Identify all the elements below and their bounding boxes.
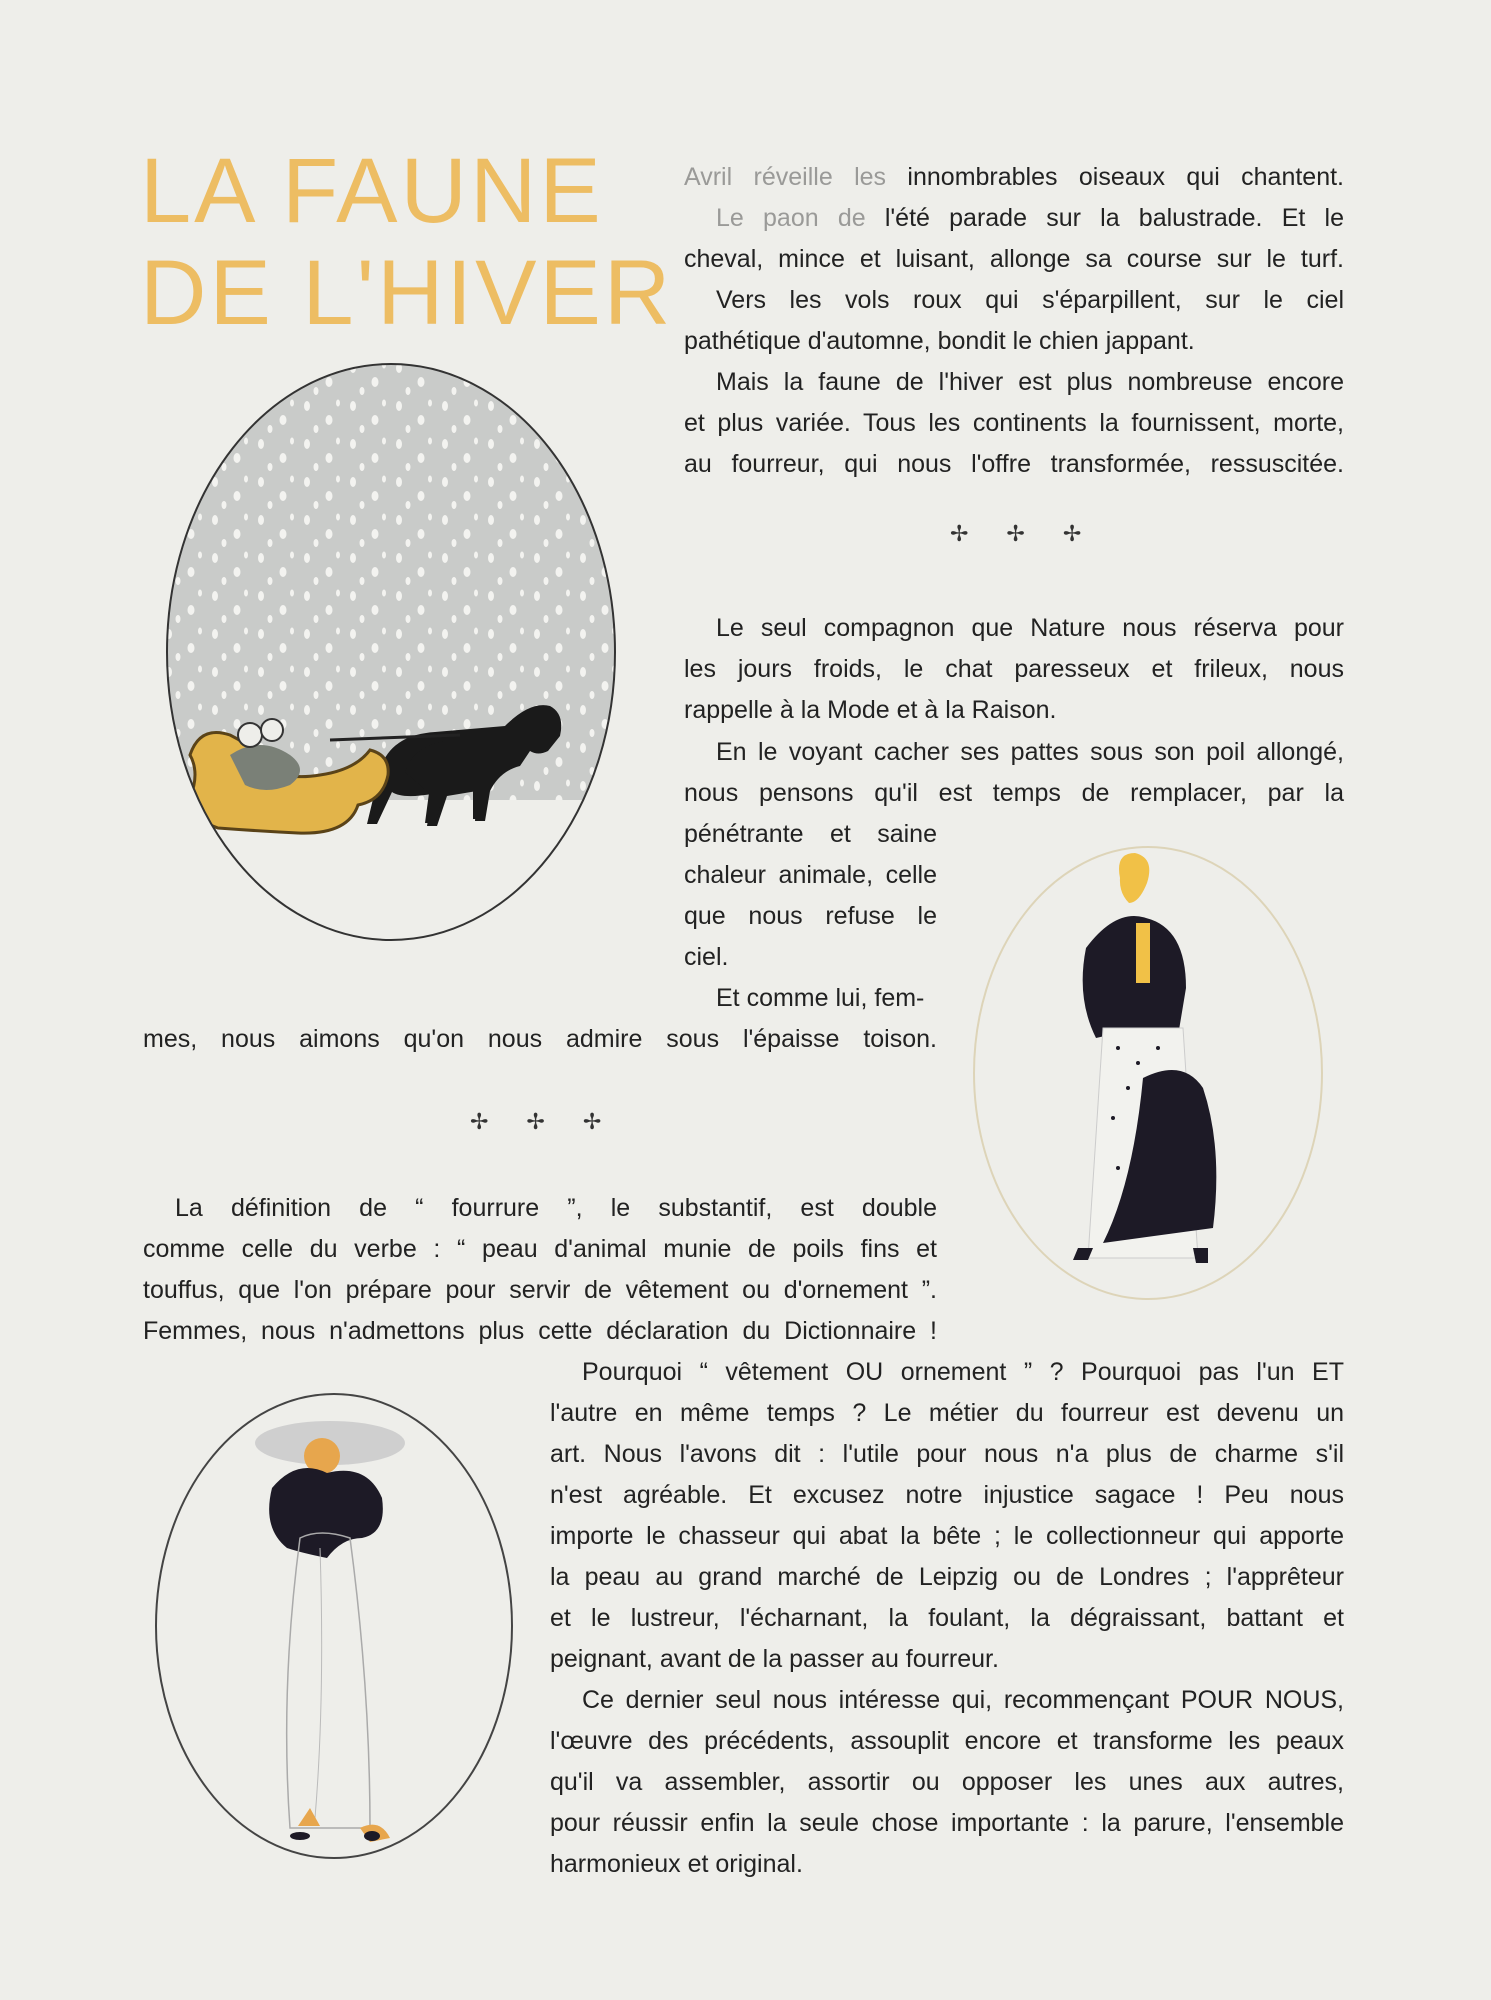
para7-line-2: l'autre en même temps ? Le métier du fourreur est devenu un: [550, 1399, 1344, 1427]
section-ornament-1: ✢✢✢: [950, 522, 1120, 547]
para4-line-3: pénétrante et saine: [684, 820, 937, 848]
para8-line-5: harmonieux et original.: [550, 1850, 803, 1878]
para4-line-4: chaleur animale, celle: [684, 861, 937, 889]
white-gown-woman-illustration: [150, 1388, 518, 1864]
para3-line-1: Le seul compagnon que Nature nous réserva pour: [716, 614, 1344, 642]
para7-line-4: n'est agréable. Et excusez notre injustice sagace ! Peu nous: [550, 1481, 1344, 1509]
para7-line-5: importe le chasseur qui abat la bête ; le collectionneur qui apporte: [550, 1522, 1344, 1550]
intro-faded-start: Avril réveille les: [684, 163, 908, 191]
para2-line-2: et plus variée. Tous les continents la fournissent, morte,: [684, 409, 1344, 437]
fur-coat-woman-illustration: [968, 838, 1328, 1308]
para8-line-2: l'œuvre des précédents, assouplit encore et transforme les peaux: [550, 1727, 1344, 1755]
para6-line-1: La définition de “ fourrure ”, le substantif, est double: [175, 1194, 937, 1222]
intro-line-4: Vers les vols roux qui s'éparpillent, sur le ciel: [716, 286, 1344, 314]
para4-line-5: que nous refuse le: [684, 902, 937, 930]
intro-line-1-rest: innombrables oiseaux qui chantent.: [907, 163, 1344, 191]
intro-line-3: cheval, mince et luisant, allonge sa course sur le turf.: [684, 245, 1344, 273]
intro-line-5: pathétique d'automne, bondit le chien jappant.: [684, 327, 1195, 355]
para7-line-8: peignant, avant de la passer au fourreur.: [550, 1645, 999, 1673]
intro-line-2: [684, 198, 1344, 240]
para7-line-6: la peau au grand marché de Leipzig ou de Londres ; l'apprêteur: [550, 1563, 1344, 1591]
intro-line-1: [684, 157, 1344, 199]
para4-line-6: ciel.: [684, 943, 729, 971]
para7-line-3: art. Nous l'avons dit : l'utile pour nous n'a plus de charme s'il: [550, 1440, 1344, 1468]
para3-line-2: les jours froids, le chat paresseux et frileux, nous: [684, 655, 1344, 683]
para7-line-7: et le lustreur, l'écharnant, la foulant, la dégraissant, battant et: [550, 1604, 1344, 1632]
para8-line-4: pour réussir enfin la seule chose importante : la parure, l'ensemble: [550, 1809, 1344, 1837]
para2-line-1: Mais la faune de l'hiver est plus nombreuse encore: [716, 368, 1344, 396]
para2-line-3: au fourreur, qui nous l'offre transformée, ressuscitée.: [684, 450, 1344, 478]
para5-line-2: mes, nous aimons qu'on nous admire sous l'épaisse toison.: [143, 1025, 937, 1053]
para6-line-4: Femmes, nous n'admettons plus cette déclaration du Dictionnaire !: [143, 1317, 937, 1345]
para6-line-3: touffus, que l'on prépare pour servir de vêtement ou d'ornement ”.: [143, 1276, 937, 1304]
para3-line-3: rappelle à la Mode et à la Raison.: [684, 696, 1057, 724]
intro-faded-start-2: Le paon de: [716, 204, 885, 232]
hat-plume-shape: [1119, 853, 1149, 903]
title-line-1: LA FAUNE: [140, 140, 604, 242]
para4-line-1: En le voyant cacher ses pattes sous son poil allongé,: [716, 738, 1344, 766]
para5-line-1: Et comme lui, fem-: [716, 984, 925, 1012]
section-ornament-2: ✢✢✢: [470, 1110, 640, 1135]
para8-line-3: qu'il va assembler, assortir ou opposer les unes aux autres,: [550, 1768, 1344, 1796]
para8-line-1: Ce dernier seul nous intéresse qui, recommençant POUR NOUS,: [582, 1686, 1344, 1714]
intro-line-2-rest: l'été parade sur la balustrade. Et le: [884, 204, 1344, 232]
article-title: [140, 140, 673, 344]
sleigh-illustration: [160, 360, 622, 955]
para6-line-2: comme celle du verbe : “ peau d'animal munie de poils fins et: [143, 1235, 937, 1263]
fur-collar-shape: [269, 1468, 383, 1558]
para4-line-2: nous pensons qu'il est temps de remplacer, par la: [684, 779, 1344, 807]
title-line-2: DE L'HIVER: [140, 242, 674, 344]
para7-line-1: Pourquoi “ vêtement OU ornement ” ? Pourquoi pas l'un ET: [582, 1358, 1344, 1386]
